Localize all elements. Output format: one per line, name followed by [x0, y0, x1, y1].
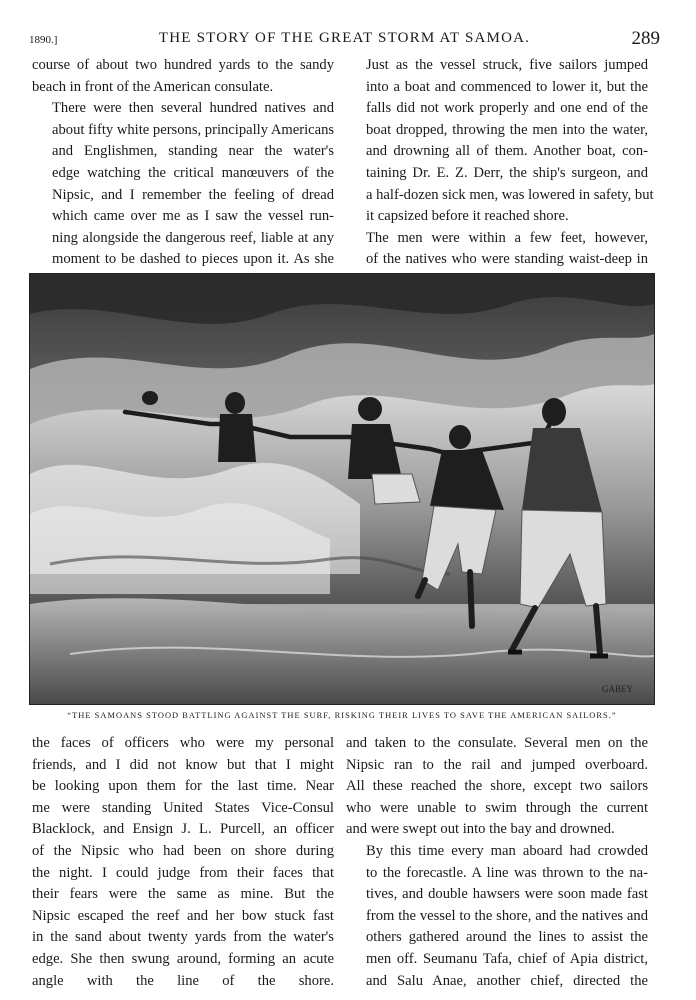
text-line: in the sand about twenty yards from the water's: [32, 929, 334, 946]
text-line: taining Dr. E. Z. Derr, the ship's surgeon, and: [366, 164, 648, 181]
text-line: and Salu Anae, another chief, directed the: [366, 972, 648, 989]
paragraph: [346, 733, 648, 841]
text-line: Blacklock, and Ensign J. L. Purcell, an officer: [32, 821, 334, 838]
text-line: Nipsic, and I remember the feeling of dread: [52, 186, 334, 203]
text-line: The men were within a few feet, however,: [366, 229, 648, 246]
text-line: boat dropped, throwing the men into the water,: [366, 121, 648, 138]
text-line: falls did not work properly and one end of the: [366, 100, 648, 117]
text-line: to the forecastle. A line was thrown to the na-: [366, 864, 648, 881]
page-number: 289: [631, 28, 660, 49]
text-line: the night. I could judge from their faces that: [32, 864, 334, 881]
text-line: edge watching the critical manœuvers of the: [52, 164, 334, 181]
text-line: from the vessel to the shore, and the natives and: [366, 907, 648, 924]
text-line: and Englishmen, standing near the water's: [52, 143, 334, 160]
text-line: of the Nipsic who had been on shore during: [32, 842, 334, 859]
text-line: Just as the vessel struck, five sailors jumped: [366, 57, 648, 73]
text-line: it capsized before it reached shore.: [366, 208, 569, 225]
illustration-drawing: [30, 274, 654, 704]
illustration: [29, 273, 655, 705]
text-line: me were standing United States Vice-Consul: [32, 799, 334, 816]
text-line: Nipsic escaped the reef and her bow stuck fast: [32, 907, 334, 924]
text-line: tives, and double hawsers were soon made fast: [366, 886, 648, 903]
column-bottom-left: [32, 733, 334, 992]
running-header: [29, 30, 660, 52]
text-line: and taken to the consulate. Several men on the: [346, 735, 648, 751]
column-top-left: [32, 55, 334, 293]
column-bottom-right: [346, 733, 648, 992]
text-line: their fears were the same as mine. But the: [32, 886, 334, 903]
text-line: Nipsic ran to the rail and jumped overboard.: [346, 756, 648, 773]
column-top-right: [346, 55, 654, 293]
text-line: beach in front of the American consulate.: [32, 78, 274, 95]
figure-caption: “THE SAMOANS STOOD BATTLING AGAINST THE SURF, RISKING THEIR LIVES TO SAVE THE AMERICAN SAILORS.”: [67, 711, 617, 720]
text-line: There were then several hundred natives and: [52, 100, 334, 117]
text-line: men off. Seumanu Tafa, chief of Apia district,: [366, 950, 648, 967]
text-line: and were swept out into the bay and drowned.: [346, 821, 615, 838]
text-line: All these reached the shore, except two sailors: [346, 778, 648, 795]
header-title: THE STORY OF THE GREAT STORM AT SAMOA.: [158, 30, 531, 46]
text-line: angle with the line of the shore.: [32, 972, 334, 989]
text-line: edge. She then swung around, forming an acute: [32, 950, 334, 967]
text-line: which came over me as I saw the vessel run-: [52, 208, 334, 225]
paragraph: [32, 55, 334, 98]
text-line: By this time every man aboard had crowded: [366, 842, 648, 859]
text-line: course of about two hundred yards to the sandy: [32, 57, 334, 73]
text-line: others gathered around the lines to assist the: [366, 929, 648, 946]
text-line: into a boat and commenced to lower it, but the: [366, 78, 648, 95]
text-line: a half-dozen sick men, was lowered in safety, but: [366, 186, 654, 203]
paragraph: [32, 733, 334, 992]
text-line: and drowning all of them. Another boat, con-: [366, 143, 648, 160]
text-line: about fifty white persons, principally Americans: [52, 121, 335, 138]
text-line: friends, and I did not know but that I might: [32, 756, 334, 773]
paragraph: [346, 841, 648, 992]
paragraph: [32, 98, 334, 292]
text-line: the faces of officers who were my personal: [32, 735, 334, 751]
header-year: 1890.]: [29, 34, 58, 46]
artist-signature: GABEY: [602, 684, 633, 694]
text-line: moment to be dashed to pieces upon it. As she: [52, 251, 334, 268]
text-line: ning alongside the dangerous reef, liable at any: [52, 229, 334, 246]
text-line: be looking upon them for the last time. Near: [32, 778, 334, 795]
paragraph: [346, 55, 654, 228]
text-line: who were unable to swim through the current: [346, 799, 648, 816]
text-line: of the natives who were standing waist-deep in: [366, 251, 648, 268]
